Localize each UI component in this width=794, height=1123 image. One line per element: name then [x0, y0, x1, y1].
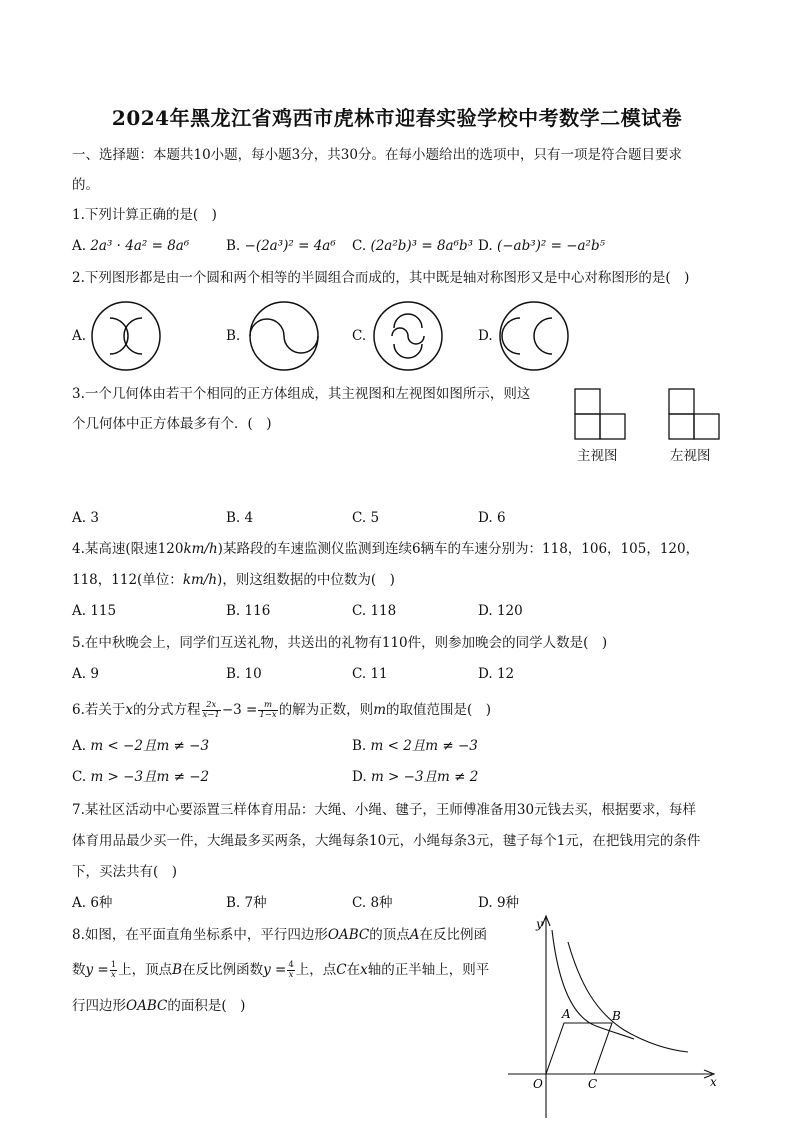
- q3-left-view-figure: [668, 388, 720, 440]
- q1-option-a: A. 2a³ · 4a² = 8a⁶: [72, 238, 190, 254]
- q3-front-view-figure: [574, 388, 626, 440]
- parallelogram-oabc: [546, 1023, 612, 1074]
- q5-option-b: B. 10: [226, 666, 262, 682]
- q8-stem-line1: 8.如图，在平面直角坐标系中，平行四边形OABC的顶点A在反比例函: [72, 927, 487, 943]
- q4-stem-line1: 4.某高速(限速120km/h)某路段的车速监测仪监测到连续6辆车的车速分别为：118，106，105，120，: [72, 541, 700, 557]
- q2-figure-d: [496, 298, 572, 374]
- x-axis-label: x: [710, 1075, 717, 1089]
- q8-fraction-1: $\frac{1}{x}$: [110, 960, 117, 980]
- q7-stem-line3: 下，买法共有( ): [72, 864, 178, 880]
- q3-option-d: D. 6: [478, 510, 506, 526]
- q7-option-a: A. 6种: [72, 895, 113, 911]
- q5-option-c: C. 11: [352, 666, 388, 682]
- q8-fraction-2: $\frac{4}{x}$: [288, 960, 294, 980]
- q3-stem-line1: 3.一个几何体由若干个相同的正方体组成，其主视图和左视图如图所示，则这: [72, 386, 531, 402]
- q2-option-d-label: D.: [478, 328, 493, 344]
- q3-option-c: C. 5: [352, 510, 380, 526]
- q5-option-d: D. 12: [478, 666, 515, 682]
- q8-coordinate-figure: [500, 912, 730, 1120]
- point-c-label: C: [588, 1077, 598, 1091]
- q5-stem: 5.在中秋晚会上，同学们互送礼物，共送出的礼物有110件，则参加晚会的同学人数是( ): [72, 635, 608, 651]
- q6-option-c: C. m > −3且m ≠ −2: [72, 769, 210, 785]
- q2-stem: 2.下列图形都是由一个圆和两个相等的半圆组合而成的，其中既是轴对称图形又是中心对称图形的是( ): [72, 270, 690, 286]
- q4-stem-line2: 118，112(单位：km/h)，则这组数据的中位数为( ): [72, 572, 395, 588]
- q1-stem: 1.下列计算正确的是( ): [72, 207, 217, 223]
- q4-option-c: C. 118: [352, 603, 397, 619]
- q7-option-d: D. 9种: [478, 895, 520, 911]
- page-title: 2024年黑龙江省鸡西市虎林市迎春实验学校中考数学二模试卷: [111, 106, 683, 130]
- q1-option-d: D. (−ab³)² = −a²b⁵: [478, 238, 606, 254]
- q3-option-b: B. 4: [226, 510, 254, 526]
- q1-option-b: B. −(2a³)² = 4a⁶: [226, 238, 336, 254]
- q6-option-b: B. m < 2且m ≠ −3: [352, 738, 478, 754]
- q4-option-a: A. 115: [72, 603, 117, 619]
- q4-option-b: B. 116: [226, 603, 271, 619]
- point-o-label: O: [533, 1077, 543, 1091]
- q2-option-c-label: C.: [352, 328, 367, 344]
- q2-option-b-label: B.: [226, 328, 241, 344]
- curve-y-4-over-x: [568, 942, 688, 1052]
- q6-fraction-1: $\frac{2x}{x-1}$: [202, 700, 220, 720]
- q2-figure-b: [246, 298, 322, 374]
- q3-option-a: A. 3: [72, 510, 99, 526]
- q3-stem-line2: 个几何体中正方体最多有个．( ): [72, 416, 272, 432]
- q6-option-a: A. m < −2且m ≠ −3: [72, 738, 210, 754]
- q2-figure-a: [88, 298, 164, 374]
- q7-stem-line1: 7.某社区活动中心要添置三样体育用品：大绳、小绳、毽子，王师傅准备用30元钱去买，根据要求，每样: [72, 802, 697, 818]
- q2-option-a-label: A.: [72, 328, 87, 344]
- q6-stem: 6.若关于x的分式方程 $\frac{2x}{x-1}$ −3 = $\frac{m}{1-x}$ 的解为正数，则m的取值范围是( ): [72, 700, 492, 720]
- q8-stem-line2: 数y = $\frac{1}{x}$ 上，顶点B在反比例函数y = $\frac{4}{x}$ 上，点C在x轴的正半轴上，则平: [72, 960, 490, 980]
- q7-option-c: C. 8种: [352, 895, 393, 911]
- q7-option-b: B. 7种: [226, 895, 267, 911]
- section-header-line2: 的。: [72, 177, 99, 193]
- q6-option-d: D. m > −3且m ≠ 2: [352, 769, 479, 785]
- q4-option-d: D. 120: [478, 603, 523, 619]
- point-a-label: A: [562, 1007, 571, 1021]
- q8-stem-line3: 行四边形OABC的面积是( ): [72, 998, 246, 1014]
- q7-stem-line2: 体育用品最少买一件，大绳最多买两条，大绳每条10元，小绳每条3元，毽子每个1元，在把钱用完的条件: [72, 833, 701, 849]
- q2-figure-c: [370, 298, 446, 374]
- q1-option-c: C. (2a²b)³ = 8a⁶b³: [352, 238, 474, 254]
- y-axis-label: y: [536, 917, 543, 931]
- q6-fraction-2: $\frac{m}{1-x}$: [259, 700, 277, 720]
- q3-front-view-label: 主视图: [577, 448, 618, 464]
- q3-left-view-label: 左视图: [670, 448, 711, 464]
- point-b-label: B: [612, 1009, 621, 1023]
- section-header-line1: 一、选择题：本题共10小题，每小题3分，共30分。在每小题给出的选项中，只有一项是符合题目要求: [72, 147, 682, 163]
- q5-option-a: A. 9: [72, 666, 99, 682]
